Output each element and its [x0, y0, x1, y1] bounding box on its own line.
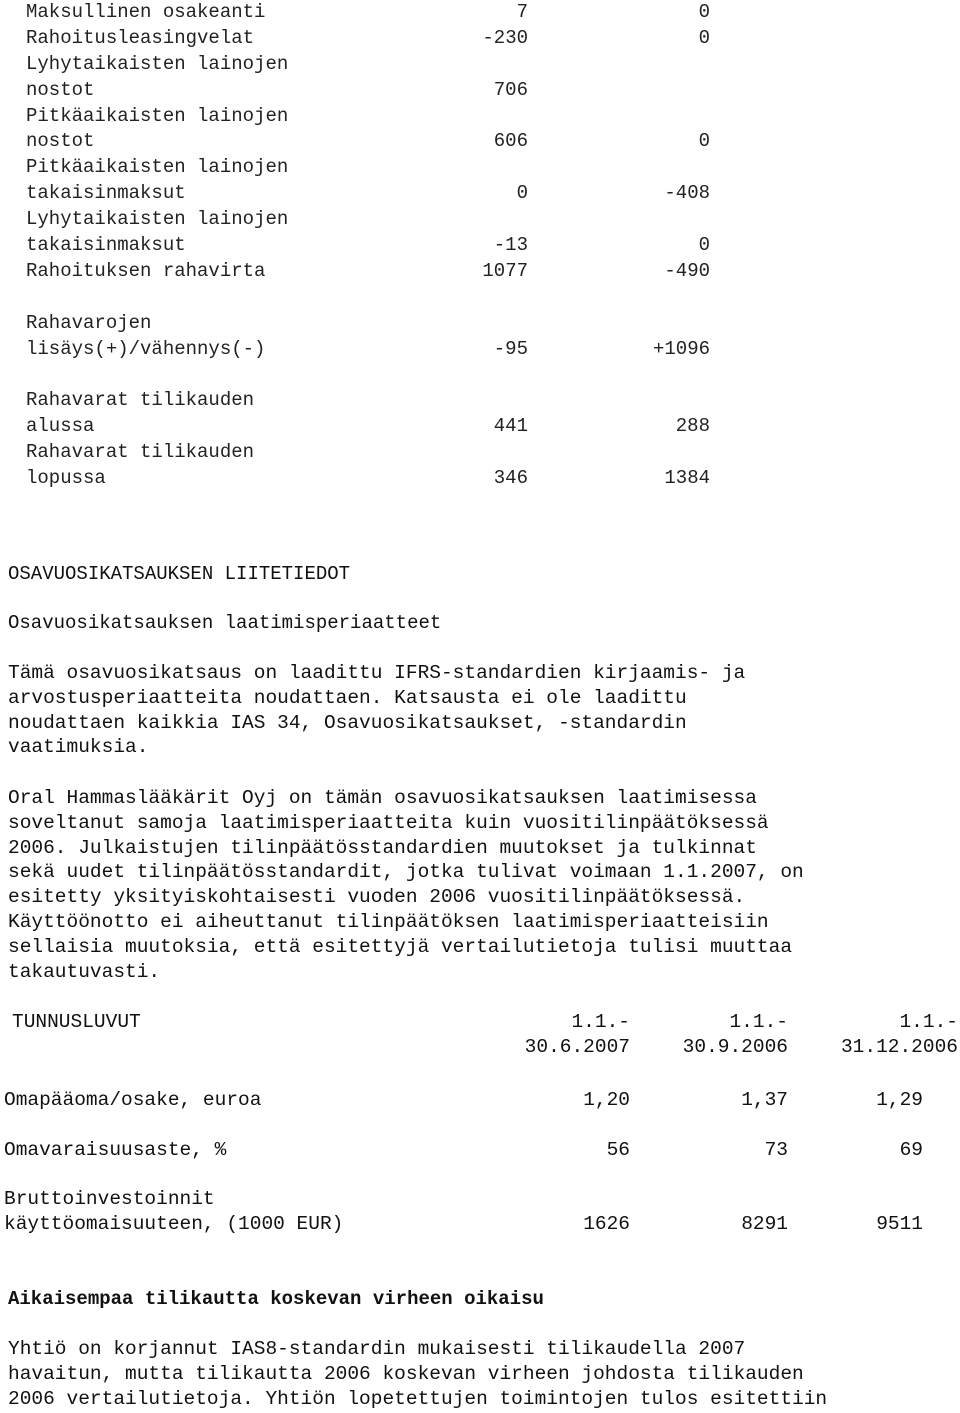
cashflow-row [0, 414, 960, 440]
cashflow-row [0, 233, 960, 259]
key-figure-value: 1626 [583, 1213, 630, 1235]
text-line: havaitun, mutta tilikautta 2006 koskevan virheen johdosta tilikauden [8, 1362, 804, 1385]
row-label: Maksullinen osakeanti [26, 1, 266, 23]
cashflow-table [0, 0, 960, 492]
value-col2: 1384 [664, 467, 710, 490]
value-col2: 0 [698, 1, 710, 23]
row-label: Rahavarojen [26, 311, 152, 334]
key-figure-label: Omapääoma/osake, euroa [4, 1089, 262, 1111]
cashflow-row [0, 155, 960, 181]
cashflow-row [0, 26, 960, 52]
cashflow-row [0, 207, 960, 233]
notes-paragraph-1 [8, 661, 948, 760]
row-label: Rahavarat tilikauden [26, 389, 255, 412]
cashflow-row [0, 181, 960, 207]
cashflow-row [0, 104, 960, 130]
cashflow-row [0, 466, 960, 492]
key-figure-value: 69 [899, 1139, 923, 1161]
col-header-2-line2: 30.9.2006 [682, 1036, 788, 1058]
row-label: lopussa [26, 467, 106, 490]
col-header-1-line2: 30.6.2007 [524, 1036, 630, 1058]
row-label: Rahavarat tilikauden [26, 441, 255, 464]
text-line: sellaisia muutoksia, että esitettyjä vertailutietoja tulisi muuttaa [8, 935, 793, 958]
key-figure-label: käyttöomaisuuteen, (1000 EUR) [4, 1213, 344, 1235]
row-label: takaisinmaksut [26, 182, 186, 205]
notes-subheading: Osavuosikatsauksen laatimisperiaatteet [8, 612, 442, 634]
notes-heading: OSAVUOSIKATSAUKSEN LIITETIEDOT [8, 563, 351, 585]
value-col2: 288 [675, 415, 710, 438]
notes-paragraph-2 [8, 786, 948, 984]
text-line: noudattaen kaikkia IAS 34, Osavuosikatsaukset, -standardin [8, 711, 687, 734]
text-line: sekä uudet tilinpäätösstandardit, jotka tulivat voimaan 1.1.2007, on [8, 861, 804, 884]
value-col1: 7 [516, 1, 528, 23]
text-line: takautuvasti. [8, 960, 161, 983]
text-line: Yhtiö on korjannut IAS8-standardin mukaisesti tilikaudella 2007 [8, 1338, 746, 1360]
row-label: Pitkäaikaisten lainojen [26, 104, 289, 127]
value-col1: 1077 [482, 259, 528, 282]
key-figure-label: Omavaraisuusaste, % [4, 1139, 227, 1161]
value-col1: 0 [516, 182, 528, 205]
key-figure-value: 9511 [876, 1213, 923, 1235]
col-header-1-line1: 1.1.- [571, 1011, 630, 1033]
value-col1: 441 [493, 415, 528, 438]
value-col2: -490 [664, 259, 710, 282]
cashflow-row [0, 259, 960, 285]
cashflow-row [0, 0, 960, 26]
text-line: soveltanut samoja laatimisperiaatteita kuin vuositilinpäätöksessä [8, 811, 769, 834]
row-label: nostot [26, 130, 95, 153]
correction-paragraph [8, 1337, 948, 1411]
cashflow-row [0, 337, 960, 363]
text-line: Käyttöönotto ei aiheuttanut tilinpäätöksen laatimisperiaatteisiin [8, 910, 769, 933]
text-line: arvostusperiaatteita noudattaen. Katsausta ei ole laadittu [8, 686, 687, 709]
value-col1: 606 [493, 130, 528, 153]
cashflow-row [0, 440, 960, 466]
col-header-2-line1: 1.1.- [729, 1011, 788, 1033]
key-figure-value: 8291 [741, 1213, 788, 1235]
cashflow-row [0, 285, 960, 311]
col-header-3-line1: 1.1.- [899, 1011, 958, 1033]
row-label: nostot [26, 78, 95, 101]
cashflow-row [0, 388, 960, 414]
key-figure-label: Bruttoinvestoinnit [4, 1188, 215, 1210]
col-header-3-line2: 31.12.2006 [840, 1036, 958, 1058]
text-line: esitetty yksityiskohtaisesti vuoden 2006 vuositilinpäätöksessä. [8, 886, 746, 909]
text-line: Tämä osavuosikatsaus on laadittu IFRS-standardien kirjaamis- ja [8, 662, 746, 684]
value-col1: 346 [493, 467, 528, 490]
key-figure-value: 73 [764, 1139, 788, 1161]
cashflow-row [0, 129, 960, 155]
text-line: vaatimuksia. [8, 736, 149, 759]
value-col1: 706 [493, 78, 528, 101]
value-col1: -95 [493, 337, 528, 360]
text-line: 2006 vertailutietoja. Yhtiön lopetettujen toimintojen tulos esitettiin [8, 1387, 828, 1410]
value-col2: 0 [698, 130, 710, 153]
key-figures-title: TUNNUSLUVUT [12, 1011, 141, 1033]
key-figure-value: 1,29 [876, 1089, 923, 1111]
text-line: 2006. Julkaistujen tilinpäätösstandardien muutokset ja tulkinnat [8, 836, 757, 859]
row-label: Lyhytaikaisten lainojen [26, 52, 289, 75]
row-label: takaisinmaksut [26, 234, 186, 257]
key-figure-value: 1,20 [583, 1089, 630, 1111]
row-label: Rahoitusleasingvelat [26, 26, 255, 49]
row-label: Lyhytaikaisten lainojen [26, 208, 289, 231]
value-col2: 0 [698, 234, 710, 257]
row-label: Rahoituksen rahavirta [26, 259, 266, 282]
row-label: alussa [26, 415, 95, 438]
key-figure-value: 56 [606, 1139, 630, 1161]
cashflow-row [0, 78, 960, 104]
row-label: Pitkäaikaisten lainojen [26, 156, 289, 179]
correction-heading: Aikaisempaa tilikautta koskevan virheen oikaisu [8, 1288, 544, 1310]
value-col2: +1096 [652, 337, 710, 360]
cashflow-row [0, 52, 960, 78]
cashflow-row [0, 311, 960, 337]
row-label: lisäys(+)/vähennys(-) [26, 337, 266, 360]
cashflow-row [0, 362, 960, 388]
value-col1: -230 [482, 26, 528, 49]
value-col2: 0 [698, 26, 710, 49]
value-col2: -408 [664, 182, 710, 205]
value-col1: -13 [493, 234, 528, 257]
key-figure-value: 1,37 [741, 1089, 788, 1111]
text-line: Oral Hammaslääkärit Oyj on tämän osavuosikatsauksen laatimisessa [8, 787, 757, 809]
